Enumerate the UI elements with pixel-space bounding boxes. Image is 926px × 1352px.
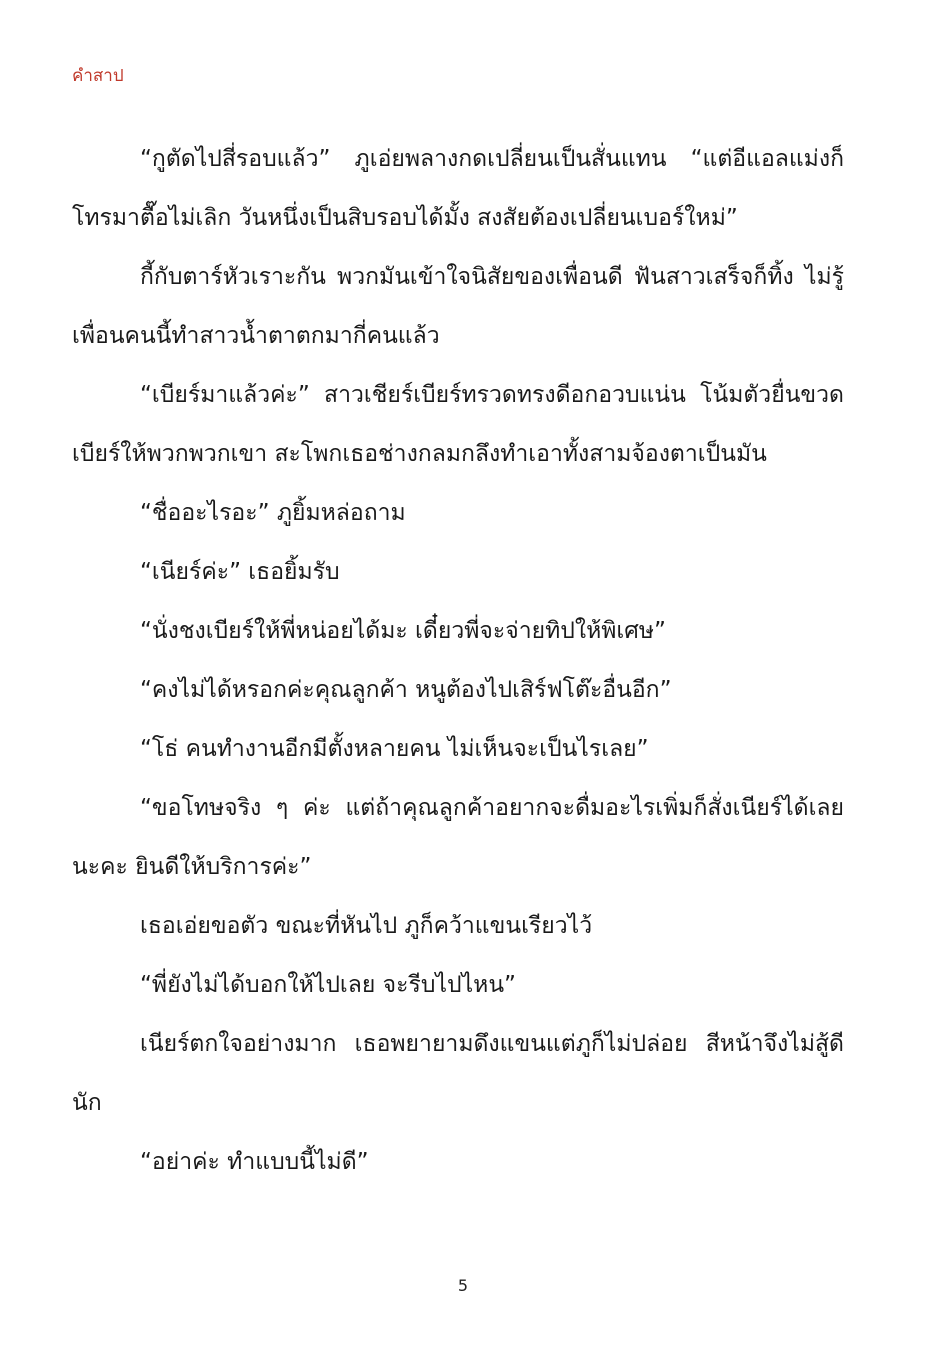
running-header: คำสาป [72,66,124,86]
paragraph: “กูตัดไปสี่รอบแล้ว” ภูเอ่ยพลางกดเปลี่ยนเป็นสั่นแทน “แต่อีแอลแม่งก็โทรมาตื๊อไม่เลิก วันหนึ่งเป็นสิบรอบได้มั้ง สงสัยต้องเปลี่ยนเบอร์ใหม่” [72,146,844,231]
page-body [72,130,844,1192]
page-number: 5 [457,1276,469,1295]
paragraph: “โธ่ คนทำงานอีกมีตั้งหลายคน ไม่เห็นจะเป็นไรเลย” [140,736,649,762]
paragraph: “ชื่ออะไรอะ” ภูยิ้มหล่อถาม [140,500,406,526]
paragraph: “ขอโทษจริง ๆ ค่ะ แต่ถ้าคุณลูกค้าอยากจะดื่มอะไรเพิ่มก็สั่งเนียร์ได้เลยนะคะ ยินดีให้บริการค่ะ” [72,795,844,880]
paragraph: “เบียร์มาแล้วค่ะ” สาวเชียร์เบียร์ทรวดทรงดีอกอวบแน่น โน้มตัวยื่นขวดเบียร์ให้พวกพวกเขา สะโพกเธอช่างกลมกลึงทำเอาทั้งสามจ้องตาเป็นมัน [72,382,844,467]
paragraph: เธอเอ่ยขอตัว ขณะที่หันไป ภูก็คว้าแขนเรียวไว้ [140,913,593,939]
paragraph: “เนียร์ค่ะ” เธอยิ้มรับ [140,559,340,585]
paragraph: “พี่ยังไม่ได้บอกให้ไปเลย จะรีบไปไหน” [140,972,516,998]
paragraph: เนียร์ตกใจอย่างมาก เธอพยายามดึงแขนแต่ภูก็ไม่ปล่อย สีหน้าจึงไม่สู้ดีนัก [72,1031,844,1116]
paragraph: “คงไม่ได้หรอกค่ะคุณลูกค้า หนูต้องไปเสิร์ฟโต๊ะอื่นอีก” [140,677,672,703]
paragraph: “อย่าค่ะ ทำแบบนี้ไม่ดี” [140,1149,369,1175]
paragraph: กี้กับตาร์หัวเราะกัน พวกมันเข้าใจนิสัยของเพื่อนดี ฟันสาวเสร็จก็ทิ้ง ไม่รู้เพื่อนคนนี้ทำสาวน้ำตาตกมากี่คนแล้ว [72,264,844,349]
paragraph: “นั่งชงเบียร์ให้พี่หน่อยได้มะ เดี๋ยวพี่จะจ่ายทิปให้พิเศษ” [140,618,666,644]
